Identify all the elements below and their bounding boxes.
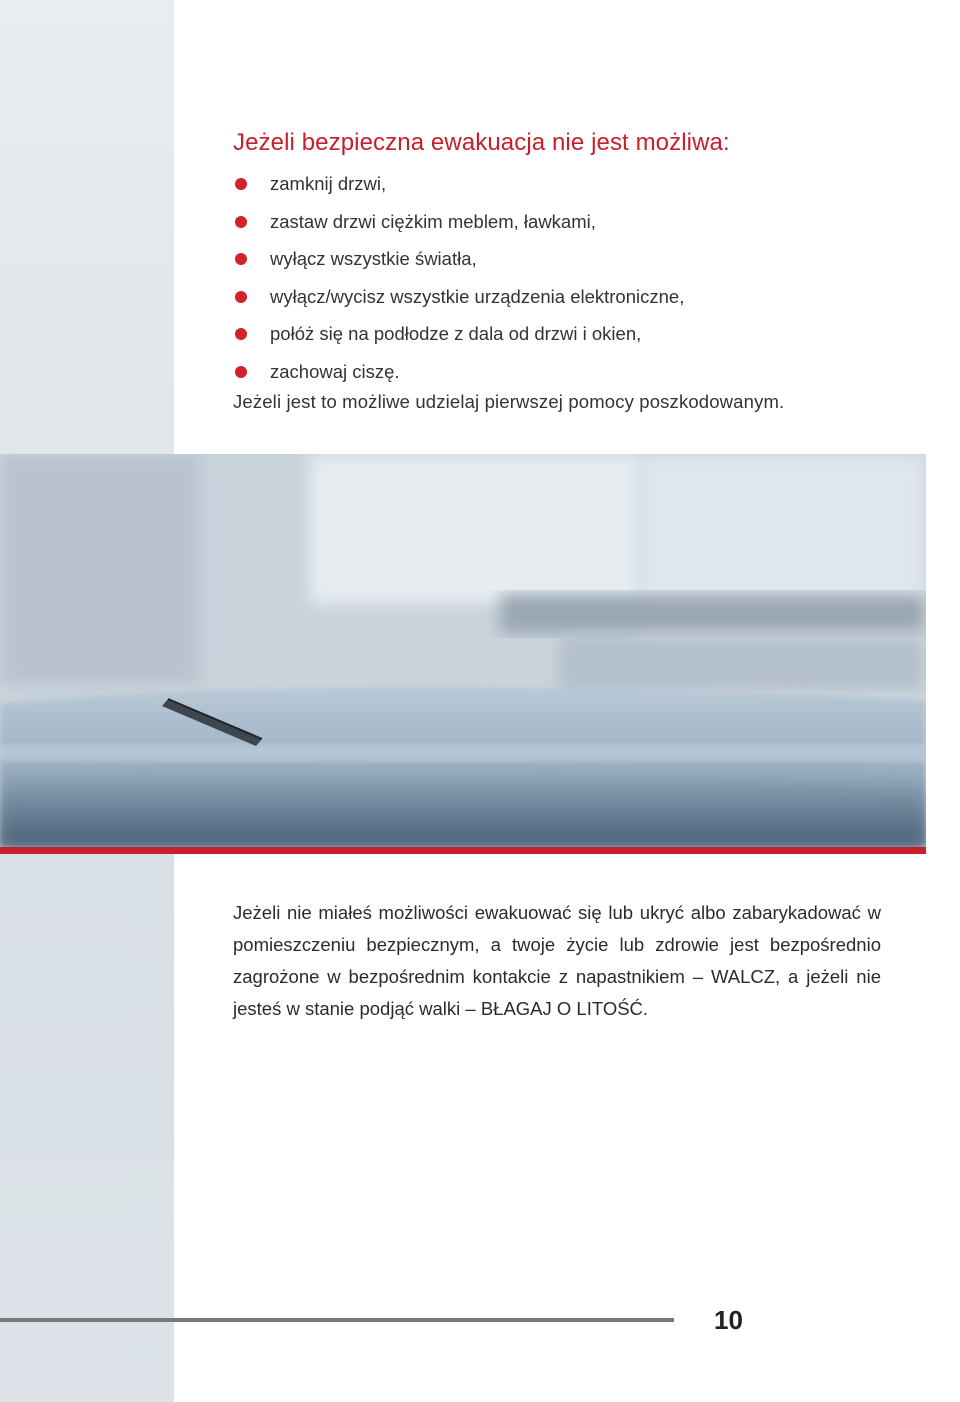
section-title: Jeżeli bezpieczna ewakuacja nie jest możliwa: <box>233 129 730 156</box>
footer-rule <box>0 1318 674 1322</box>
list-item <box>233 320 684 358</box>
list-item <box>233 208 684 246</box>
list-item <box>233 358 684 396</box>
red-dot-bullet-icon <box>235 291 247 303</box>
list-item-text: zachowaj ciszę. <box>270 360 400 382</box>
red-divider-bar <box>0 847 926 854</box>
red-dot-bullet-icon <box>235 253 247 265</box>
list-item-text: zamknij drzwi, <box>270 173 387 194</box>
body-paragraph: Jeżeli nie miałeś możliwości ewakuować się lub ukryć albo zabarykadować w pomieszczeniu bezpiecznym, a twoje życie lub zdrowie jest bezpośrednio zagrożone w bezpośrednim kontakcie z napastnikiem – WALCZ, a jeżeli nie jesteś w stanie podjąć walki – BŁAGAJ O LITOŚĆ. <box>233 902 881 1019</box>
list-item-text: wyłącz wszystkie światła, <box>270 248 477 269</box>
red-dot-bullet-icon <box>235 328 247 340</box>
classroom-desk-photo <box>0 454 926 847</box>
red-dot-bullet-icon <box>235 178 247 190</box>
photo-illustration <box>0 454 926 847</box>
red-dot-bullet-icon <box>235 216 247 228</box>
list-item <box>233 170 684 208</box>
list-item <box>233 245 684 283</box>
first-aid-note: Jeżeli jest to możliwe udzielaj pierwszej pomocy poszkodowanym. <box>233 391 785 412</box>
list-item-text: połóż się na podłodze z dala od drzwi i okien, <box>270 323 642 344</box>
list-item <box>233 283 684 321</box>
red-dot-bullet-icon <box>235 366 247 378</box>
page-number: 10 <box>714 1305 743 1335</box>
instructions-list <box>233 170 684 395</box>
list-item-text: wyłącz/wycisz wszystkie urządzenia elektroniczne, <box>270 285 685 307</box>
list-item-text: zastaw drzwi ciężkim meblem, ławkami, <box>270 210 596 232</box>
